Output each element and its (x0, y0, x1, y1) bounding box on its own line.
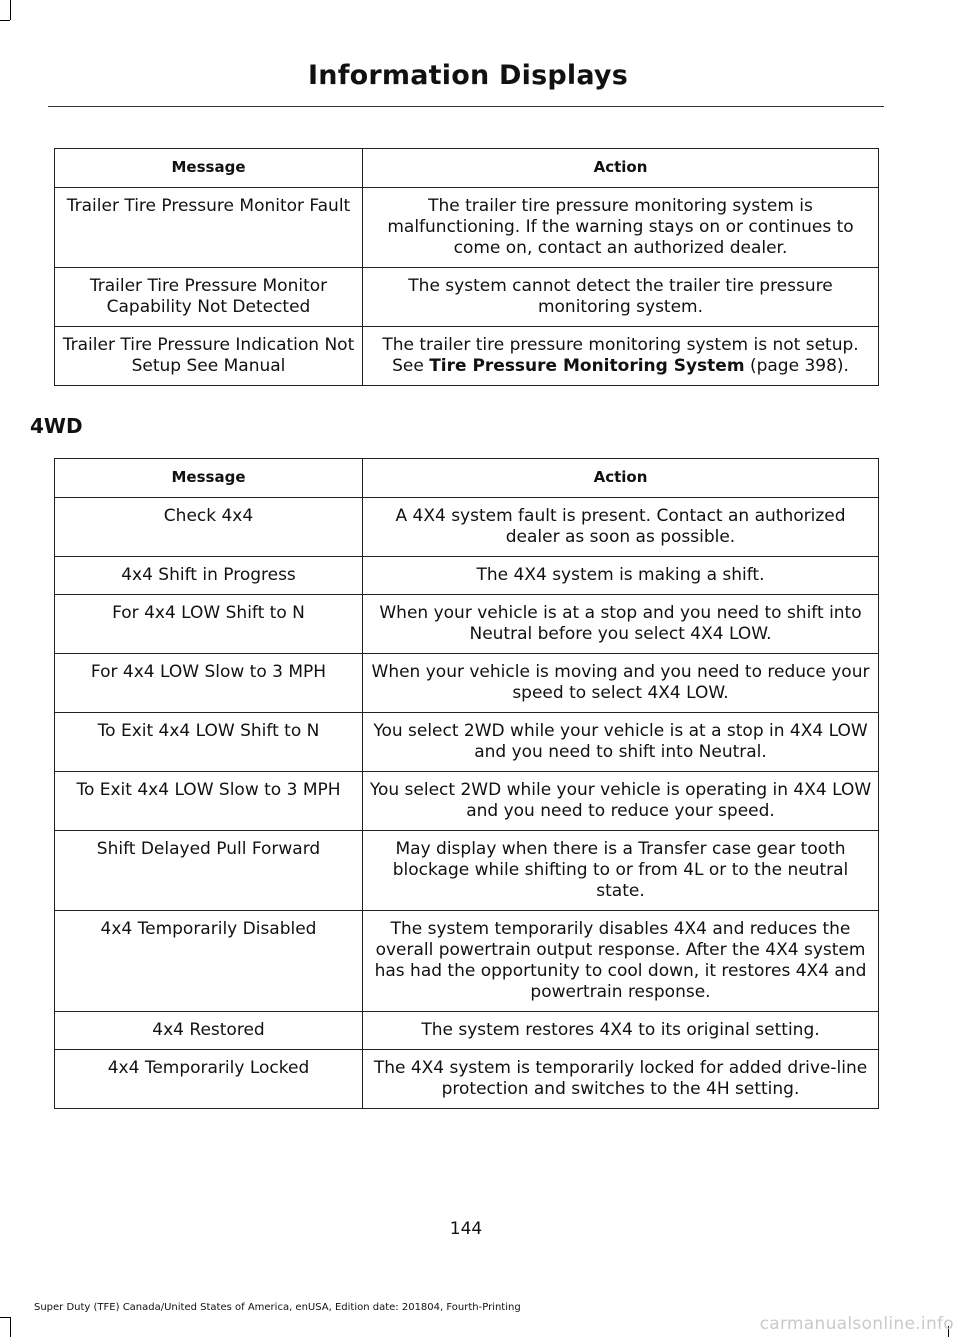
watermark: carmanualsonline.info (759, 1314, 954, 1334)
message-cell: Trailer Tire Pressure Monitor Capability Not Detected (55, 268, 363, 327)
action-cell: You select 2WD while your vehicle is at a stop in 4X4 LOW and you need to shift into Neutral. (363, 713, 879, 772)
action-text: The trailer tire pressure monitoring system is not setup. See (382, 335, 859, 376)
message-cell: Trailer Tire Pressure Monitor Fault (55, 188, 363, 268)
table-row (55, 327, 879, 386)
table-row (55, 772, 879, 831)
column-header-message: Message (55, 149, 363, 188)
action-cell: The system cannot detect the trailer tire pressure monitoring system. (363, 268, 879, 327)
message-cell: 4x4 Restored (55, 1012, 363, 1050)
action-cell (363, 327, 879, 386)
crop-mark-bottom-left (10, 1317, 11, 1337)
table-row (55, 1050, 879, 1109)
message-cell: Check 4x4 (55, 498, 363, 557)
column-header-action: Action (363, 149, 879, 188)
action-cell: The system restores 4X4 to its original setting. (363, 1012, 879, 1050)
page-reference: (page 398). (749, 356, 849, 376)
table-row (55, 1012, 879, 1050)
message-cell: Shift Delayed Pull Forward (55, 831, 363, 911)
message-cell: For 4x4 LOW Shift to N (55, 595, 363, 654)
action-cell: You select 2WD while your vehicle is operating in 4X4 LOW and you need to reduce your speed. (363, 772, 879, 831)
crop-mark-top-left (0, 20, 10, 21)
message-cell: Trailer Tire Pressure Indication Not Setup See Manual (55, 327, 363, 386)
column-header-action: Action (363, 459, 879, 498)
table-row (55, 268, 879, 327)
action-cell: The trailer tire pressure monitoring system is malfunctioning. If the warning stays on or continues to come on, contact an authorized dealer. (363, 188, 879, 268)
page-number: 144 (449, 1219, 483, 1239)
4wd-messages-table (54, 458, 879, 1109)
section-heading-4wd: 4WD (30, 414, 83, 438)
table-row (55, 498, 879, 557)
trailer-tire-pressure-messages-table (54, 148, 879, 386)
action-cell: May display when there is a Transfer case gear tooth blockage while shifting to or from 4L or to the neutral state. (363, 831, 879, 911)
page-title: Information Displays (308, 60, 628, 91)
action-cell: The 4X4 system is making a shift. (363, 557, 879, 595)
crop-mark-top-left (10, 0, 11, 20)
table-row (55, 654, 879, 713)
table-header-row (55, 149, 879, 188)
message-cell: To Exit 4x4 LOW Shift to N (55, 713, 363, 772)
crop-mark-bottom-left (0, 1317, 10, 1318)
table-row (55, 557, 879, 595)
table-row (55, 911, 879, 1012)
header-divider (48, 106, 884, 107)
table-row (55, 595, 879, 654)
table-row (55, 831, 879, 911)
message-cell: To Exit 4x4 LOW Slow to 3 MPH (55, 772, 363, 831)
message-cell: For 4x4 LOW Slow to 3 MPH (55, 654, 363, 713)
action-cell: The 4X4 system is temporarily locked for added drive-line protection and switches to the 4H setting. (363, 1050, 879, 1109)
column-header-message: Message (55, 459, 363, 498)
action-cell: The system temporarily disables 4X4 and reduces the overall powertrain output response. After the 4X4 system has had the opportunity to cool down, it restores 4X4 and powertrain response. (363, 911, 879, 1012)
action-cell: When your vehicle is at a stop and you need to shift into Neutral before you select 4X4 LOW. (363, 595, 879, 654)
table-row (55, 713, 879, 772)
tire-pressure-monitoring-link[interactable]: Tire Pressure Monitoring System (429, 356, 745, 376)
edition-footer: Super Duty (TFE) Canada/United States of America, enUSA, Edition date: 201804, Fourth-Printing (34, 1302, 521, 1313)
table-row (55, 188, 879, 268)
message-cell: 4x4 Temporarily Disabled (55, 911, 363, 1012)
message-cell: 4x4 Temporarily Locked (55, 1050, 363, 1109)
action-cell: A 4X4 system fault is present. Contact an authorized dealer as soon as possible. (363, 498, 879, 557)
action-cell: When your vehicle is moving and you need to reduce your speed to select 4X4 LOW. (363, 654, 879, 713)
table-header-row (55, 459, 879, 498)
message-cell: 4x4 Shift in Progress (55, 557, 363, 595)
